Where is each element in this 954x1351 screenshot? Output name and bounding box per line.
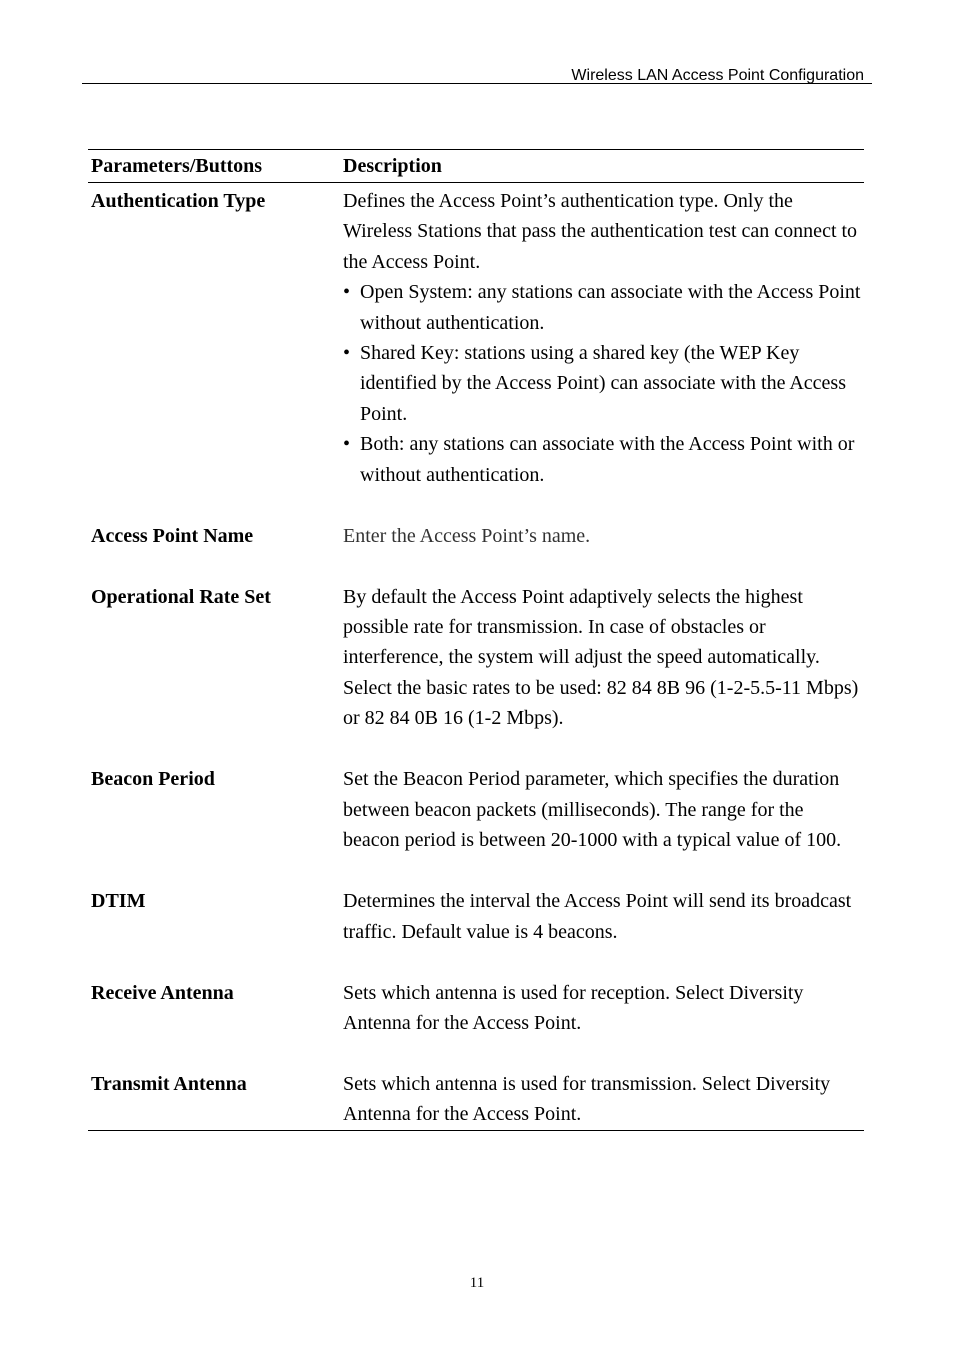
- description-text: Defines the Access Point’s authentication type. Only the Wireless Stations that pass the authentication test can connect to the Access Point.: [343, 190, 858, 273]
- parameter-name: Authentication Type: [91, 190, 266, 212]
- parameter-name: Operational Rate Set: [91, 585, 271, 608]
- parameter-name: DTIM: [91, 890, 146, 913]
- bullet-item: [343, 277, 864, 338]
- table-row-dtim: [88, 886, 864, 947]
- bullet-item: [343, 429, 864, 490]
- table-row-transmit-antenna: [88, 1069, 864, 1130]
- bullet-icon: •: [343, 342, 351, 365]
- bullet-item: [343, 338, 864, 429]
- parameter-name: Access Point Name: [91, 524, 254, 547]
- parameter-description: Determines the interval the Access Point will send its broadcast traffic. Default value is 4 beacons.: [343, 890, 852, 943]
- parameter-description: [343, 186, 864, 490]
- table-header-row: [88, 150, 864, 183]
- parameters-table: [88, 149, 864, 1131]
- table-row-receive-antenna: [88, 978, 864, 1039]
- table-row-access-point-name: [88, 521, 864, 551]
- running-header-title: Wireless LAN Access Point Configuration: [571, 67, 864, 84]
- bullet-text: Open System: any stations can associate with the Access Point without authentication.: [360, 281, 861, 334]
- parameter-description: Sets which antenna is used for transmission. Select Diversity Antenna for the Access Point.: [343, 1072, 831, 1126]
- column-header-description: Description: [343, 154, 442, 177]
- bullet-text: Shared Key: stations using a shared key (the WEP Key identified by the Access Point) can associate with the Access Point.: [360, 342, 846, 425]
- table-body: [88, 183, 864, 1130]
- parameter-name: Beacon Period: [91, 768, 215, 791]
- parameter-name: Transmit Antenna: [91, 1072, 247, 1095]
- parameter-description: Sets which antenna is used for reception. Select Diversity Antenna for the Access Point.: [343, 981, 804, 1034]
- bullet-list: [343, 277, 864, 490]
- table-row-beacon-period: [88, 764, 864, 855]
- parameter-description: By default the Access Point adaptively selects the highest possible rate for transmission. In case of obstacles or interference, the system will adjust the speed automatically. Select the basic rates to be used: 82 84 8B 96 (1-2-5.5-11 Mbps) or 82 84 0B 16 (1-2 Mbps).: [343, 585, 859, 730]
- parameter-description: Enter the Access Point’s name.: [343, 524, 591, 547]
- running-header: [82, 66, 872, 84]
- table-row-authentication-type: [88, 186, 864, 490]
- table-row-operational-rate-set: [88, 582, 864, 734]
- parameter-description: Set the Beacon Period parameter, which specifies the duration between beacon packets (milliseconds). The range for the beacon period is between 20-1000 with a typical value of 100.: [343, 768, 842, 852]
- bullet-text: Both: any stations can associate with the Access Point with or without authentication.: [360, 433, 855, 486]
- bullet-icon: •: [343, 433, 351, 456]
- parameter-name: Receive Antenna: [91, 981, 234, 1004]
- page-number: 11: [469, 1275, 485, 1291]
- bullet-icon: •: [343, 281, 351, 304]
- column-header-parameters: Parameters/Buttons: [91, 154, 263, 177]
